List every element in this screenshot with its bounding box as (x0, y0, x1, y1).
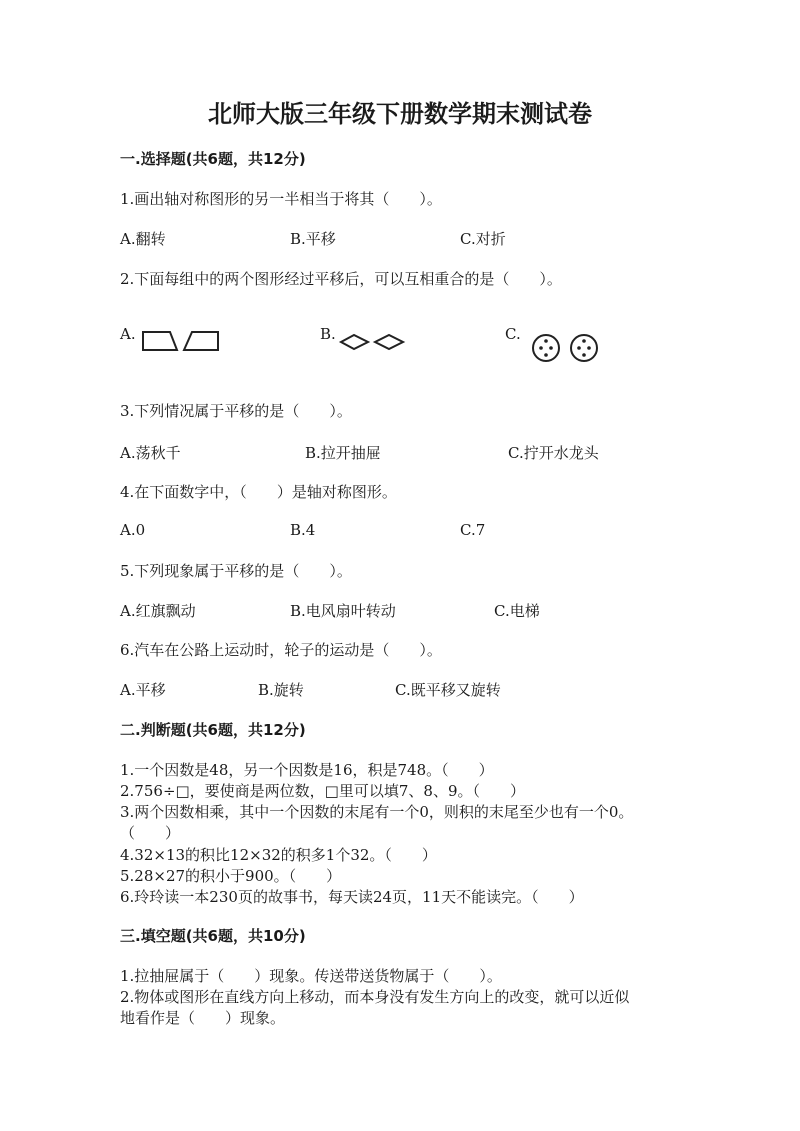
parallelogram-pair-figure (140, 328, 222, 354)
q5-option-a: A.红旗飘动 (120, 602, 196, 620)
judgement-line-3: 3.两个因数相乘，其中一个因数的末尾有一个0，则积的末尾至少也有一个0。 (120, 803, 634, 821)
q1-option-c: C.对折 (460, 230, 506, 248)
question-3: 3.下列情况属于平移的是（ ）。 (120, 402, 352, 420)
q1-option-a: A.翻转 (120, 230, 166, 248)
q6-option-b: B.旋转 (258, 681, 304, 699)
question-6: 6.汽车在公路上运动时，轮子的运动是（ ）。 (120, 641, 442, 659)
judgement-line-2: 2.756÷□，要使商是两位数，□里可以填7、8、9。（ ） (120, 782, 525, 800)
q6-option-c: C.既平移又旋转 (395, 681, 501, 699)
judgement-line-3-blank: （ ） (120, 824, 181, 842)
q6-option-a: A.平移 (120, 681, 166, 699)
judgement-line-4: 4.32×13的积比12×32的积多1个32。（ ） (120, 846, 437, 864)
q4-option-b: B.4 (290, 521, 316, 539)
q1-option-b: B.平移 (290, 230, 336, 248)
judgement-line-5: 5.28×27的积小于900。（ ） (120, 867, 342, 885)
fill-line-2: 2.物体或图形在直线方向上移动，而本身没有发生方向上的改变，就可以近似 (120, 988, 630, 1006)
q3-option-b: B.拉开抽屉 (305, 444, 381, 462)
rhombus-pair-figure (338, 330, 408, 354)
judgement-line-6: 6.玲玲读一本230页的故事书，每天读24页，11天不能读完。（ ） (120, 888, 584, 906)
q3-option-a: A.荡秋千 (120, 444, 181, 462)
q3-option-c: C.拧开水龙头 (508, 444, 599, 462)
fill-line-2-cont: 地看作是（ ）现象。 (120, 1009, 286, 1027)
section-heading-choice: 一.选择题(共6题，共12分) (120, 150, 306, 168)
question-1: 1.画出轴对称图形的另一半相当于将其（ ）。 (120, 190, 442, 208)
page-title: 北师大版三年级下册数学期末测试卷 (208, 100, 592, 128)
section-heading-judgement: 二.判断题(共6题，共12分) (120, 721, 306, 739)
judgement-line-1: 1.一个因数是48，另一个因数是16，积是748。（ ） (120, 761, 494, 779)
circle-pair-figure (528, 332, 604, 364)
question-2: 2.下面每组中的两个图形经过平移后，可以互相重合的是（ ）。 (120, 270, 562, 288)
question-5: 5.下列现象属于平移的是（ ）。 (120, 562, 352, 580)
question-4: 4.在下面数字中，（ ）是轴对称图形。 (120, 483, 397, 501)
section-heading-fill-blank: 三.填空题(共6题，共10分) (120, 927, 306, 945)
fill-line-1: 1.拉抽屉属于（ ）现象。传送带送货物属于（ ）。 (120, 967, 502, 985)
q2-option-a: A. (120, 325, 136, 343)
q4-option-c: C.7 (460, 521, 486, 539)
q5-option-c: C.电梯 (494, 602, 540, 620)
q5-option-b: B.电风扇叶转动 (290, 602, 396, 620)
q4-option-a: A.0 (120, 521, 146, 539)
q2-option-b: B. (320, 325, 336, 343)
q2-option-c: C. (505, 325, 521, 343)
